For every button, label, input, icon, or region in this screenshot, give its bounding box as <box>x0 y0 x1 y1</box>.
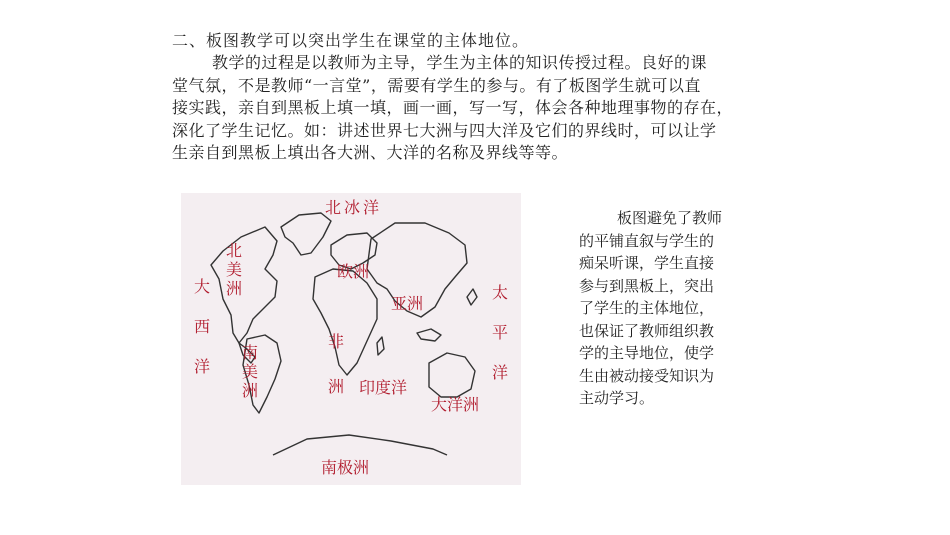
label-north-america: 北美洲 <box>225 241 242 298</box>
paragraph-line: 教学的过程是以教师为主导，学生为主体的知识传授过程。良好的课 <box>212 53 708 72</box>
label-indian-ocean: 印度洋 <box>359 378 408 397</box>
islands-outline <box>417 329 441 341</box>
label-pacific-ocean: 太平洋 <box>491 283 508 382</box>
side-line: 学的主导地位，使学 <box>579 344 715 362</box>
paragraph-line: 堂气氛，不是教师“一言堂”，需要有学生的参与。有了板图学生就可以直 <box>172 75 701 95</box>
side-line: 痴呆听课，学生直接 <box>579 254 715 272</box>
world-map-sketch <box>181 193 521 485</box>
label-europe: 欧洲 <box>337 262 370 281</box>
antarctica-outline <box>273 435 447 455</box>
side-line: 了学生的主体地位， <box>579 299 715 317</box>
continent-outlines <box>181 193 521 485</box>
africa-outline <box>313 269 377 375</box>
paragraph-line: 生亲自到黑板上填出各大洲、大洋的名称及界线等等。 <box>172 143 569 162</box>
body-paragraph <box>172 52 790 165</box>
label-atlantic-ocean: 大西洋 <box>193 277 210 376</box>
japan-outline <box>467 289 477 305</box>
north-america-outline <box>211 227 277 343</box>
side-line: 也保证了教师组织教 <box>579 321 715 340</box>
side-line: 的平铺直叙与学生的 <box>579 231 715 250</box>
side-line: 主动学习。 <box>579 389 655 407</box>
label-arctic-ocean: 北冰洋 <box>325 198 383 217</box>
label-south-america: 南美洲 <box>241 343 258 400</box>
australia-outline <box>429 353 475 397</box>
label-oceania: 大洋洲 <box>431 395 480 414</box>
side-paragraph <box>579 207 769 410</box>
paragraph-line: 接实践，亲自到黑板上填一填，画一画，写一写，体会各种地理事物的存在， <box>172 98 734 117</box>
side-line: 板图避免了教师 <box>617 209 723 227</box>
greenland-outline <box>281 213 331 255</box>
side-line: 参与到黑板上，突出 <box>579 276 715 295</box>
side-line: 生由被动接受知识为 <box>579 366 715 385</box>
madagascar-outline <box>377 337 384 355</box>
label-africa: 非洲 <box>327 332 344 396</box>
label-asia: 亚洲 <box>391 294 424 313</box>
label-antarctica: 南极洲 <box>321 458 370 477</box>
paragraph-line: 深化了学生记忆。如：讲述世界七大洲与四大洋及它们的界线时，可以让学 <box>172 120 717 140</box>
section-heading: 二、板图教学可以突出学生在课堂的主体地位。 <box>172 31 530 50</box>
